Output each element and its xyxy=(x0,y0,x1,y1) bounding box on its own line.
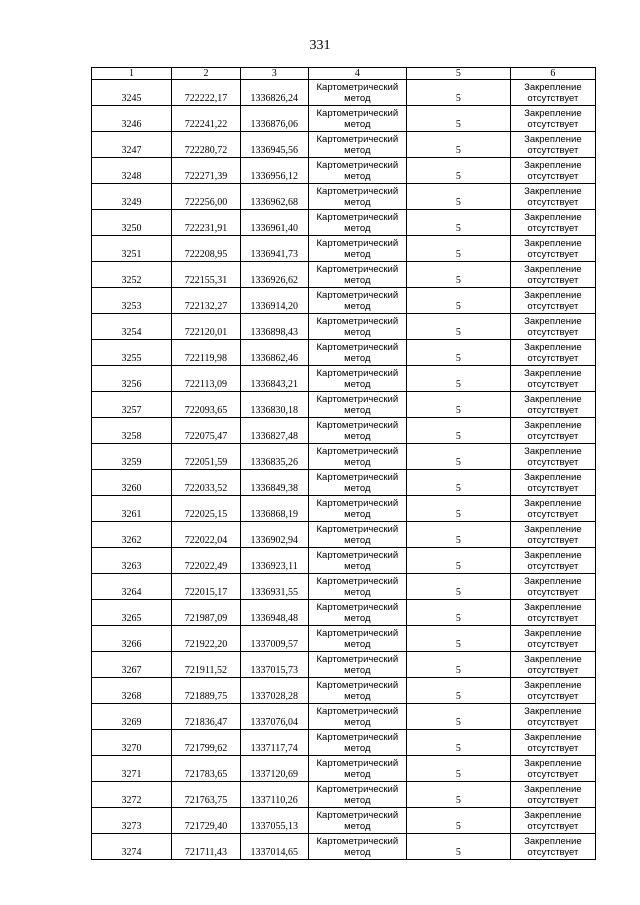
table-row xyxy=(92,184,596,210)
fixing-cell: Закрепление отсутствует xyxy=(510,756,595,782)
y-coordinate-cell: 1337009,57 xyxy=(240,626,308,652)
table-row xyxy=(92,496,596,522)
method-cell: Картометрический метод xyxy=(308,392,407,418)
point-number-cell: 3248 xyxy=(92,158,172,184)
point-number-cell: 3251 xyxy=(92,236,172,262)
y-coordinate-cell: 1336961,40 xyxy=(240,210,308,236)
accuracy-cell: 5 xyxy=(407,444,511,470)
x-coordinate-cell: 722093,65 xyxy=(172,392,241,418)
table-body xyxy=(92,80,596,860)
point-number-cell: 3273 xyxy=(92,808,172,834)
x-coordinate-cell: 722241,22 xyxy=(172,106,241,132)
point-number-cell: 3246 xyxy=(92,106,172,132)
y-coordinate-cell: 1337120,69 xyxy=(240,756,308,782)
method-cell: Картометрический метод xyxy=(308,626,407,652)
table-header-row xyxy=(92,68,596,80)
accuracy-cell: 5 xyxy=(407,236,511,262)
accuracy-cell: 5 xyxy=(407,340,511,366)
fixing-cell: Закрепление отсутствует xyxy=(510,574,595,600)
accuracy-cell: 5 xyxy=(407,574,511,600)
point-number-cell: 3254 xyxy=(92,314,172,340)
method-cell: Картометрический метод xyxy=(308,340,407,366)
accuracy-cell: 5 xyxy=(407,496,511,522)
point-number-cell: 3261 xyxy=(92,496,172,522)
y-coordinate-cell: 1337110,26 xyxy=(240,782,308,808)
column-header-3: 3 xyxy=(240,68,308,80)
accuracy-cell: 5 xyxy=(407,210,511,236)
fixing-cell: Закрепление отсутствует xyxy=(510,782,595,808)
accuracy-cell: 5 xyxy=(407,470,511,496)
point-number-cell: 3265 xyxy=(92,600,172,626)
x-coordinate-cell: 721922,20 xyxy=(172,626,241,652)
point-number-cell: 3262 xyxy=(92,522,172,548)
y-coordinate-cell: 1336931,55 xyxy=(240,574,308,600)
point-number-cell: 3268 xyxy=(92,678,172,704)
fixing-cell: Закрепление отсутствует xyxy=(510,366,595,392)
method-cell: Картометрический метод xyxy=(308,366,407,392)
x-coordinate-cell: 722120,01 xyxy=(172,314,241,340)
accuracy-cell: 5 xyxy=(407,418,511,444)
accuracy-cell: 5 xyxy=(407,262,511,288)
x-coordinate-cell: 722256,00 xyxy=(172,184,241,210)
y-coordinate-cell: 1336926,62 xyxy=(240,262,308,288)
y-coordinate-cell: 1336945,56 xyxy=(240,132,308,158)
y-coordinate-cell: 1337117,74 xyxy=(240,730,308,756)
point-number-cell: 3258 xyxy=(92,418,172,444)
table-row xyxy=(92,418,596,444)
point-number-cell: 3250 xyxy=(92,210,172,236)
method-cell: Картометрический метод xyxy=(308,496,407,522)
y-coordinate-cell: 1336876,06 xyxy=(240,106,308,132)
y-coordinate-cell: 1336898,43 xyxy=(240,314,308,340)
fixing-cell: Закрепление отсутствует xyxy=(510,496,595,522)
table-row xyxy=(92,158,596,184)
fixing-cell: Закрепление отсутствует xyxy=(510,522,595,548)
column-header-2: 2 xyxy=(172,68,241,80)
table-row xyxy=(92,548,596,574)
point-number-cell: 3256 xyxy=(92,366,172,392)
point-number-cell: 3266 xyxy=(92,626,172,652)
accuracy-cell: 5 xyxy=(407,704,511,730)
fixing-cell: Закрепление отсутствует xyxy=(510,210,595,236)
method-cell: Картометрический метод xyxy=(308,522,407,548)
y-coordinate-cell: 1336827,48 xyxy=(240,418,308,444)
x-coordinate-cell: 722271,39 xyxy=(172,158,241,184)
accuracy-cell: 5 xyxy=(407,522,511,548)
y-coordinate-cell: 1337014,65 xyxy=(240,834,308,860)
table-row xyxy=(92,340,596,366)
fixing-cell: Закрепление отсутствует xyxy=(510,340,595,366)
y-coordinate-cell: 1336914,20 xyxy=(240,288,308,314)
method-cell: Картометрический метод xyxy=(308,652,407,678)
accuracy-cell: 5 xyxy=(407,730,511,756)
fixing-cell: Закрепление отсутствует xyxy=(510,652,595,678)
table-row xyxy=(92,314,596,340)
table-row xyxy=(92,366,596,392)
y-coordinate-cell: 1336902,94 xyxy=(240,522,308,548)
method-cell: Картометрический метод xyxy=(308,574,407,600)
point-number-cell: 3259 xyxy=(92,444,172,470)
y-coordinate-cell: 1336956,12 xyxy=(240,158,308,184)
fixing-cell: Закрепление отсутствует xyxy=(510,704,595,730)
x-coordinate-cell: 721783,65 xyxy=(172,756,241,782)
point-number-cell: 3255 xyxy=(92,340,172,366)
x-coordinate-cell: 722033,52 xyxy=(172,470,241,496)
method-cell: Картометрический метод xyxy=(308,470,407,496)
method-cell: Картометрический метод xyxy=(308,782,407,808)
point-number-cell: 3249 xyxy=(92,184,172,210)
y-coordinate-cell: 1336962,68 xyxy=(240,184,308,210)
method-cell: Картометрический метод xyxy=(308,158,407,184)
x-coordinate-cell: 722022,04 xyxy=(172,522,241,548)
table-row xyxy=(92,522,596,548)
accuracy-cell: 5 xyxy=(407,314,511,340)
fixing-cell: Закрепление отсутствует xyxy=(510,444,595,470)
accuracy-cell: 5 xyxy=(407,106,511,132)
table-row xyxy=(92,262,596,288)
method-cell: Картометрический метод xyxy=(308,600,407,626)
fixing-cell: Закрепление отсутствует xyxy=(510,288,595,314)
accuracy-cell: 5 xyxy=(407,392,511,418)
method-cell: Картометрический метод xyxy=(308,704,407,730)
page-number: 331 xyxy=(309,38,331,53)
y-coordinate-cell: 1336948,48 xyxy=(240,600,308,626)
point-number-cell: 3260 xyxy=(92,470,172,496)
point-number-cell: 3252 xyxy=(92,262,172,288)
x-coordinate-cell: 722119,98 xyxy=(172,340,241,366)
point-number-cell: 3253 xyxy=(92,288,172,314)
table-row xyxy=(92,704,596,730)
method-cell: Картометрический метод xyxy=(308,808,407,834)
fixing-cell: Закрепление отсутствует xyxy=(510,184,595,210)
point-number-cell: 3270 xyxy=(92,730,172,756)
fixing-cell: Закрепление отсутствует xyxy=(510,158,595,184)
table-row xyxy=(92,808,596,834)
table-row xyxy=(92,80,596,106)
fixing-cell: Закрепление отсутствует xyxy=(510,730,595,756)
coordinates-table xyxy=(91,67,596,860)
table-row xyxy=(92,730,596,756)
fixing-cell: Закрепление отсутствует xyxy=(510,314,595,340)
fixing-cell: Закрепление отсутствует xyxy=(510,418,595,444)
table-row xyxy=(92,782,596,808)
x-coordinate-cell: 722022,49 xyxy=(172,548,241,574)
y-coordinate-cell: 1336830,18 xyxy=(240,392,308,418)
point-number-cell: 3271 xyxy=(92,756,172,782)
x-coordinate-cell: 721711,43 xyxy=(172,834,241,860)
x-coordinate-cell: 722208,95 xyxy=(172,236,241,262)
table-row xyxy=(92,756,596,782)
table-row xyxy=(92,288,596,314)
accuracy-cell: 5 xyxy=(407,600,511,626)
fixing-cell: Закрепление отсутствует xyxy=(510,808,595,834)
x-coordinate-cell: 721836,47 xyxy=(172,704,241,730)
table-row xyxy=(92,444,596,470)
x-coordinate-cell: 722051,59 xyxy=(172,444,241,470)
accuracy-cell: 5 xyxy=(407,80,511,106)
fixing-cell: Закрепление отсутствует xyxy=(510,106,595,132)
x-coordinate-cell: 722075,47 xyxy=(172,418,241,444)
accuracy-cell: 5 xyxy=(407,834,511,860)
accuracy-cell: 5 xyxy=(407,132,511,158)
point-number-cell: 3267 xyxy=(92,652,172,678)
accuracy-cell: 5 xyxy=(407,184,511,210)
x-coordinate-cell: 721729,40 xyxy=(172,808,241,834)
y-coordinate-cell: 1336843,21 xyxy=(240,366,308,392)
method-cell: Картометрический метод xyxy=(308,678,407,704)
fixing-cell: Закрепление отсутствует xyxy=(510,548,595,574)
x-coordinate-cell: 721911,52 xyxy=(172,652,241,678)
table-row xyxy=(92,652,596,678)
accuracy-cell: 5 xyxy=(407,548,511,574)
table-row xyxy=(92,834,596,860)
x-coordinate-cell: 721889,75 xyxy=(172,678,241,704)
point-number-cell: 3272 xyxy=(92,782,172,808)
method-cell: Картометрический метод xyxy=(308,756,407,782)
point-number-cell: 3269 xyxy=(92,704,172,730)
point-number-cell: 3274 xyxy=(92,834,172,860)
column-header-1: 1 xyxy=(92,68,172,80)
x-coordinate-cell: 721987,09 xyxy=(172,600,241,626)
y-coordinate-cell: 1336835,26 xyxy=(240,444,308,470)
table-row xyxy=(92,132,596,158)
fixing-cell: Закрепление отсутствует xyxy=(510,678,595,704)
method-cell: Картометрический метод xyxy=(308,262,407,288)
point-number-cell: 3245 xyxy=(92,80,172,106)
fixing-cell: Закрепление отсутствует xyxy=(510,626,595,652)
method-cell: Картометрический метод xyxy=(308,132,407,158)
method-cell: Картометрический метод xyxy=(308,288,407,314)
x-coordinate-cell: 722132,27 xyxy=(172,288,241,314)
x-coordinate-cell: 721799,62 xyxy=(172,730,241,756)
y-coordinate-cell: 1337028,28 xyxy=(240,678,308,704)
x-coordinate-cell: 722025,15 xyxy=(172,496,241,522)
x-coordinate-cell: 722015,17 xyxy=(172,574,241,600)
fixing-cell: Закрепление отсутствует xyxy=(510,236,595,262)
accuracy-cell: 5 xyxy=(407,626,511,652)
accuracy-cell: 5 xyxy=(407,652,511,678)
table-row xyxy=(92,600,596,626)
point-number-cell: 3263 xyxy=(92,548,172,574)
table-row xyxy=(92,626,596,652)
fixing-cell: Закрепление отсутствует xyxy=(510,834,595,860)
table-row xyxy=(92,210,596,236)
method-cell: Картометрический метод xyxy=(308,236,407,262)
y-coordinate-cell: 1336941,73 xyxy=(240,236,308,262)
fixing-cell: Закрепление отсутствует xyxy=(510,600,595,626)
column-header-6: 6 xyxy=(510,68,595,80)
table-row xyxy=(92,392,596,418)
y-coordinate-cell: 1336849,38 xyxy=(240,470,308,496)
y-coordinate-cell: 1336868,19 xyxy=(240,496,308,522)
x-coordinate-cell: 722222,17 xyxy=(172,80,241,106)
x-coordinate-cell: 722113,09 xyxy=(172,366,241,392)
method-cell: Картометрический метод xyxy=(308,444,407,470)
fixing-cell: Закрепление отсутствует xyxy=(510,392,595,418)
accuracy-cell: 5 xyxy=(407,158,511,184)
column-header-5: 5 xyxy=(407,68,511,80)
y-coordinate-cell: 1337076,04 xyxy=(240,704,308,730)
fixing-cell: Закрепление отсутствует xyxy=(510,132,595,158)
method-cell: Картометрический метод xyxy=(308,210,407,236)
table-row xyxy=(92,106,596,132)
method-cell: Картометрический метод xyxy=(308,80,407,106)
point-number-cell: 3264 xyxy=(92,574,172,600)
point-number-cell: 3247 xyxy=(92,132,172,158)
y-coordinate-cell: 1336862,46 xyxy=(240,340,308,366)
accuracy-cell: 5 xyxy=(407,678,511,704)
table-row xyxy=(92,470,596,496)
y-coordinate-cell: 1337015,73 xyxy=(240,652,308,678)
x-coordinate-cell: 721763,75 xyxy=(172,782,241,808)
method-cell: Картометрический метод xyxy=(308,834,407,860)
method-cell: Картометрический метод xyxy=(308,548,407,574)
method-cell: Картометрический метод xyxy=(308,730,407,756)
x-coordinate-cell: 722231,91 xyxy=(172,210,241,236)
fixing-cell: Закрепление отсутствует xyxy=(510,470,595,496)
accuracy-cell: 5 xyxy=(407,366,511,392)
method-cell: Картометрический метод xyxy=(308,106,407,132)
x-coordinate-cell: 722155,31 xyxy=(172,262,241,288)
accuracy-cell: 5 xyxy=(407,756,511,782)
accuracy-cell: 5 xyxy=(407,782,511,808)
point-number-cell: 3257 xyxy=(92,392,172,418)
method-cell: Картометрический метод xyxy=(308,418,407,444)
y-coordinate-cell: 1337055,13 xyxy=(240,808,308,834)
fixing-cell: Закрепление отсутствует xyxy=(510,262,595,288)
column-header-4: 4 xyxy=(308,68,407,80)
fixing-cell: Закрепление отсутствует xyxy=(510,80,595,106)
method-cell: Картометрический метод xyxy=(308,184,407,210)
accuracy-cell: 5 xyxy=(407,808,511,834)
accuracy-cell: 5 xyxy=(407,288,511,314)
y-coordinate-cell: 1336923,11 xyxy=(240,548,308,574)
y-coordinate-cell: 1336826,24 xyxy=(240,80,308,106)
table-row xyxy=(92,678,596,704)
x-coordinate-cell: 722280,72 xyxy=(172,132,241,158)
table-row xyxy=(92,574,596,600)
table-row xyxy=(92,236,596,262)
method-cell: Картометрический метод xyxy=(308,314,407,340)
